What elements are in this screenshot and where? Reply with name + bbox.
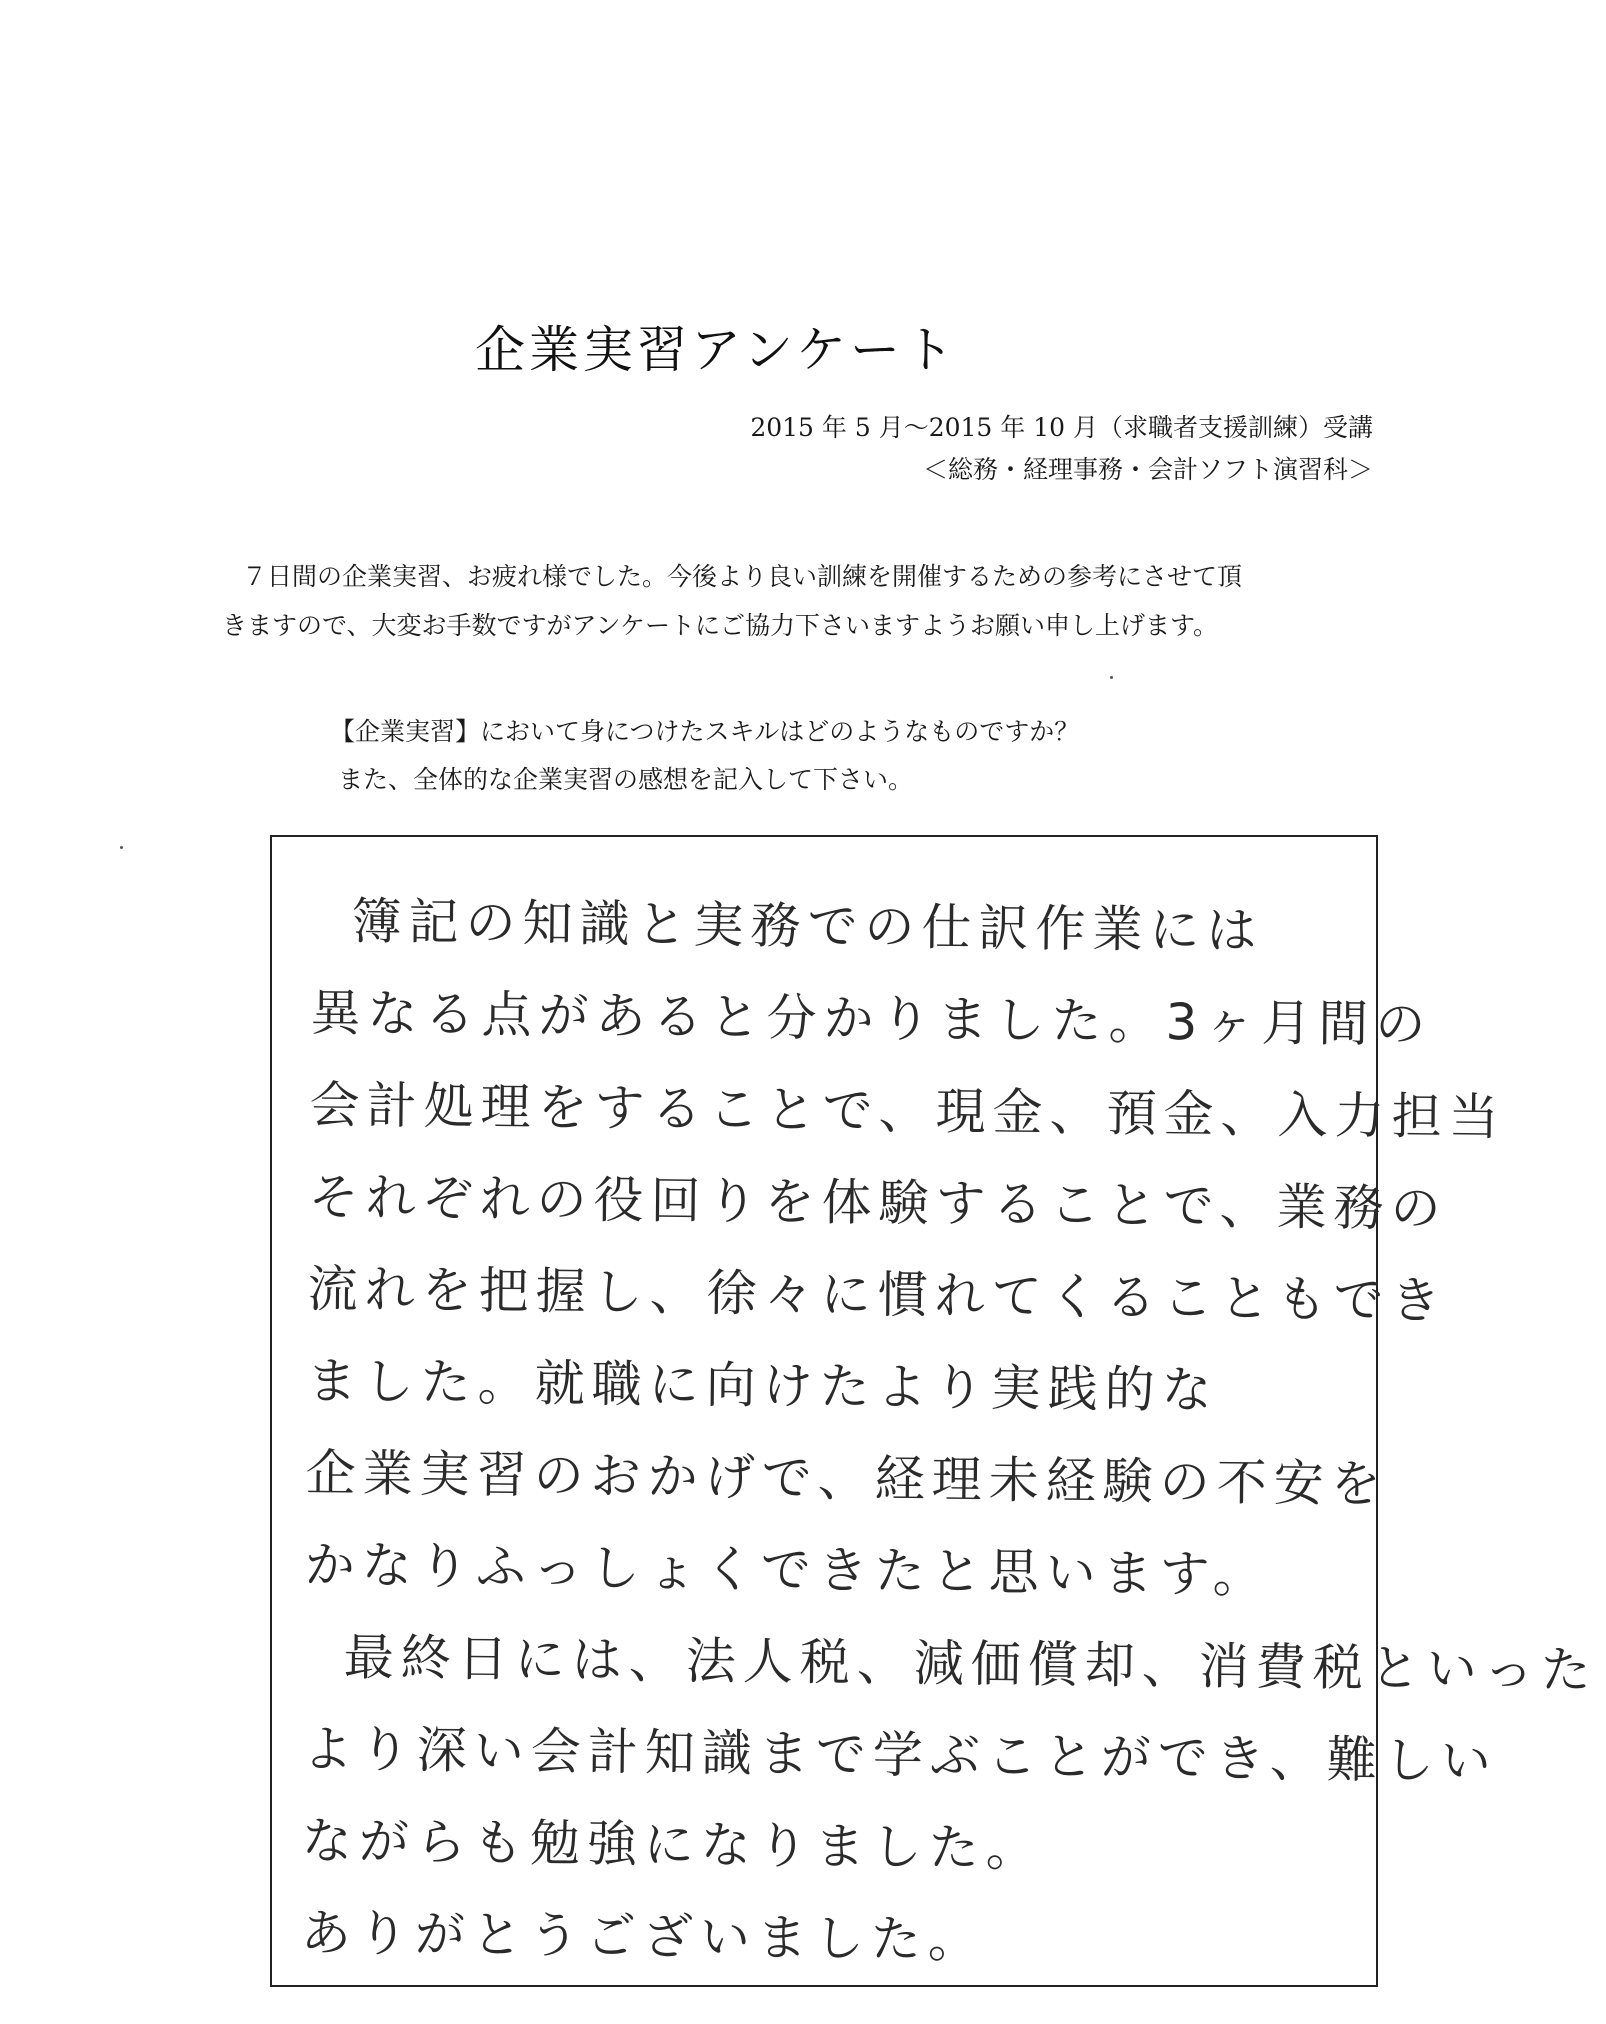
answer-line: ながらも勉強になりました。 (301, 1811, 1044, 1878)
question-line-1: 【企業実習】において身につけたスキルはどのようなものですか？ (330, 717, 1080, 746)
intro-text (222, 552, 1392, 650)
answer-line: それぞれの役回りを体験することで、業務の (308, 1167, 1448, 1238)
answer-box (270, 835, 1599, 1987)
answer-line: かなりふっしょくできたと思います。 (304, 1535, 1271, 1605)
course-name: ＜総務・経理事務・会計ソフト演習科＞ (922, 455, 1373, 484)
question-line-2: また、全体的な企業実習の感想を記入して下さい。 (338, 765, 914, 794)
survey-question (330, 708, 1079, 804)
answer-line: 企業実習のおかげで、経理未経験の不安を (305, 1443, 1388, 1514)
handwritten-answer (300, 875, 1605, 1992)
answer-line: 会計処理をすることで、現金、預金、入力担当 (309, 1075, 1506, 1147)
answer-line: ありがとうございました。 (300, 1903, 986, 1970)
intro-line-2: きますので、大変お手数ですがアンケートにご協力下さいますようお願い申し上げます。 (222, 611, 1219, 640)
answer-line: 簿記の知識と実務での仕訳作業には (351, 892, 1264, 960)
answer-line: 異なる点があると分かりました。3ヶ月間の (310, 983, 1433, 1054)
scan-speck (1110, 676, 1113, 679)
intro-line-1: ７日間の企業実習、お疲れ様でした。今後より良い訓練を開催するための参考にさせて頂 (242, 562, 1243, 591)
training-period: 2015 年 5 月～2015 年 10 月（求職者支援訓練）受講 (750, 413, 1373, 442)
answer-line: 流れを把握し、徐々に慣れてくることもでき (307, 1259, 1448, 1330)
scan-speck (120, 846, 123, 849)
answer-line: より深い会計知識まで学ぶことができ、難しい (302, 1719, 1499, 1791)
page-title: 企業実習アンケート (475, 321, 958, 379)
answer-line: 最終日には、法人税、減価償却、消費税といった (343, 1628, 1599, 1700)
answer-line: ました。就職に向けたより実践的な (306, 1351, 1219, 1420)
